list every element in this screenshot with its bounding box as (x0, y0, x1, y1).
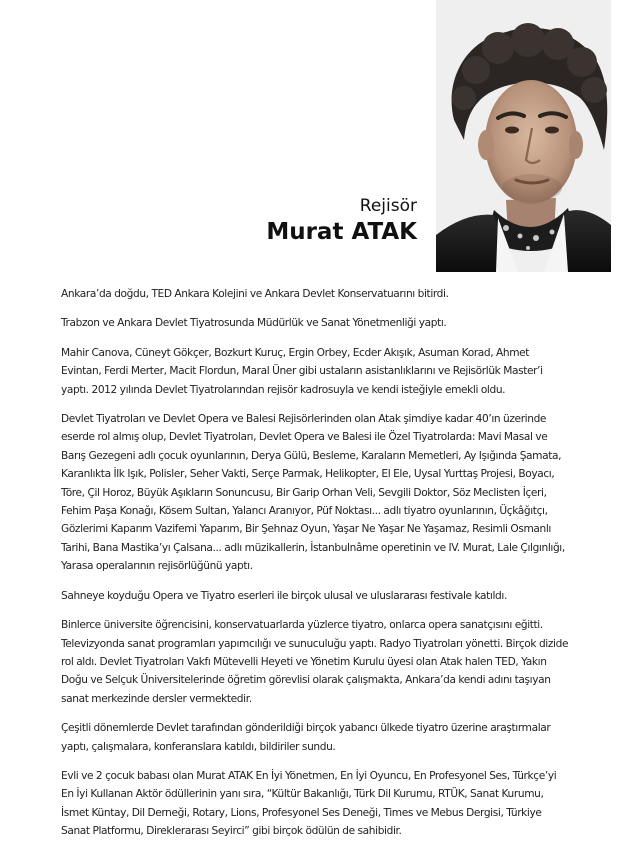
bio-paragraph: Devlet Tiyatroları ve Devlet Opera ve Balesi Rejisörlerinden olan Atak şimdiye kadar 40’ın üzerinde eserde rol almış olup, Devlet Tiyatroları, Devlet Opera ve Balesi ile Özel Tiyatrolarda: Mavi Masal ve Barış Gezegeni adlı çocuk oyunlarının, Derya Gülü, Besleme, Karaların Memetleri, Ay Işığında Şamata, Karanlıkta İlk Işık, Polisler, Seher Vakti, Serçe Parmak, Helikopter, El Ele, Uysal Yurttaş Projesi, Boyacı, Töre, Çil Horoz, Büyük Aşıkların Sonuncusu, Bir Garip Orhan Veli, Sevgili Doktor, Söz Meclisten İçeri, Fehim Paşa Konağı, Kösem Sultan, Yalancı Aranıyor, Püf Noktası... adlı tiyatro oyunlarının, Üçkâğıtçı, Gözlerimi Kaparım Vazifemi Yaparım, Bir Şehnaz Oyun, Yaşar Ne Yaşar Ne Yaşamaz, Resimli Osmanlı Tarihi, Bana Mastika’yı Çalsana... adlı müzikallerin, İstanbulnâme operetinin ve IV. Murat, Lale Çılgınlığı, Yarasa operalarının rejisörlüğünü yaptı. (61, 413, 565, 573)
person-name: Murat ATAK (266, 219, 417, 245)
bio-paragraph: Binlerce üniversite öğrencisini, konservatuarlarda yüzlerce tiyatro, onlarca opera sanatçısını eğitti. Televizyonda sanat programları yapımcılığı ve sunuculuğu yaptı. Radyo Tiyatroları yönetti. Birçok dizide rol aldı. Devlet Tiyatroları Vakfı Mütevelli Heyeti ve Yönetim Kurulu üyesi olan Atak halen TED, Yakın Doğu ve Selçuk Üniversitelerinde öğretim görevlisi olarak çalışmakta, Ankara’da kendi adını taşıyan sanat merkezinde dersler vermektedir. (61, 619, 569, 705)
bio-paragraph: Mahir Canova, Cüneyt Gökçer, Bozkurt Kuruç, Ergin Orbey, Ecder Akışık, Asuman Korad, Ahmet Evintan, Ferdi Merter, Macit Flordun, Maral Üner gibi ustaların asistanlıklarını ve Rejisörlük Master’i yaptı. 2012 yılında Devlet Tiyatrolarından rejisör kadrosuyla ve kendi isteğiyle emekli oldu. (61, 346, 543, 396)
biography (61, 285, 569, 852)
portrait-illustration (436, 0, 611, 272)
role-title: Rejisör (359, 196, 417, 216)
bio-paragraph: Çeşitli dönemlerde Devlet tarafından gönderildiği birçok yabancı ülkede tiyatro üzerine araştırmalar yaptı, çalışmalara, konferanslara katıldı, bildiriler sundu. (61, 722, 551, 753)
bio-paragraph: Evli ve 2 çocuk babası olan Murat ATAK En İyi Yönetmen, En İyi Oyuncu, En Profesyonel Ses, Türkçe’yi En İyi Kullanan Aktör ödüllerinin yanı sıra, “Kültür Bakanlığı, Türk Dil Kurumu, RTÜK, Sanat Kurumu, İsmet Küntay, Dil Derneği, Rotary, Lions, Profesyonel Ses Deneği, Times ve Mebus Dergisi, Türkiye Sanat Platformu, Direklerarası Seyirci” gibi birçok ödülün de sahibidir. (61, 769, 557, 838)
portrait-photo (436, 0, 611, 272)
bio-paragraph: Trabzon ve Ankara Devlet Tiyatrosunda Müdürlük ve Sanat Yönetmenliği yaptı. (61, 317, 447, 330)
bio-paragraph: Sahneye koyduğu Opera ve Tiyatro eserleri ile birçok ulusal ve uluslararası festivale katıldı. (61, 589, 507, 602)
bio-paragraph: Ankara’da doğdu, TED Ankara Kolejini ve Ankara Devlet Konservatuarını bitirdi. (61, 288, 449, 300)
